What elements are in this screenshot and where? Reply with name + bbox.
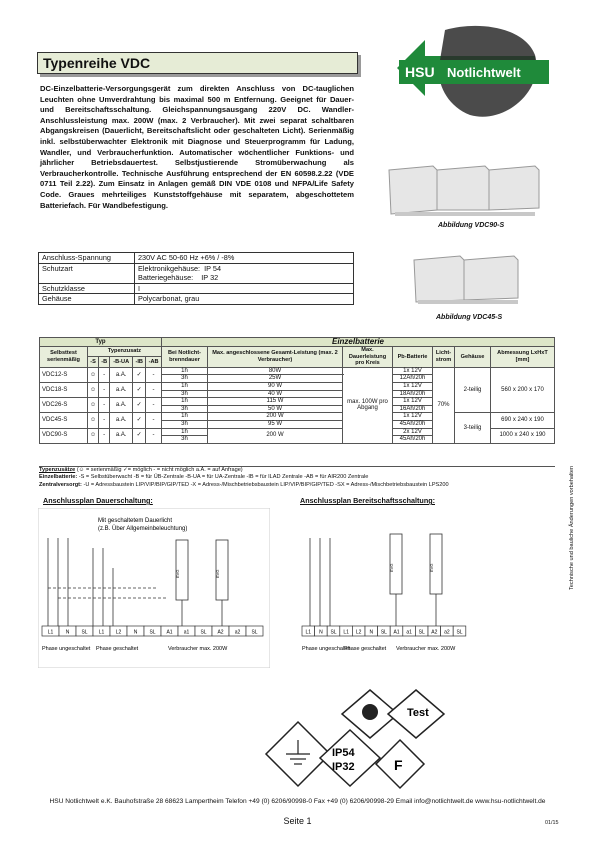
cell-licht: 70% [433,367,455,443]
spec-key: Schutzklasse [39,283,135,294]
plan2-group1: Phase ungeschaltet [302,646,351,652]
terminal-label: a1 [183,629,190,636]
cell-type: VDC45-S [40,413,88,428]
certification-badges [262,686,462,794]
spec-table [38,252,354,305]
side-note: Technische und bauliche Änderungen vorbehalten [569,465,575,590]
spec-value: Elektronikgehäuse: IP 54 [138,263,222,273]
col-lichtstrom: Licht-strom [433,347,455,368]
spec-value: Polycarbonat, grau [135,294,354,305]
spec-row [39,294,354,305]
test-badge: Test [407,707,429,719]
evg-label: EVG [215,569,220,578]
col-einzel: Einzelbatterie [162,338,555,347]
cell: 1h [162,382,208,390]
col-z-s: -S [88,357,99,367]
terminal-label: SL [418,629,425,636]
cell: 16Ah/20h [393,405,433,413]
col-typ: Typ [40,338,162,347]
cell: ☺ [88,413,99,428]
col-dauerleistung: Max. Dauerleistung pro Kreis [343,347,393,368]
table-legend [39,466,555,489]
cell-dauer: max. 100W pro Abgang [343,367,393,443]
legend-text: -S = Selbstüberwacht -B = für ÜB-Zentrale -B-UA = für UA-Zentrale -IB = für ILAD Zentrale -AB = für AIR200 Zentrale [77,474,369,481]
cell: - [99,382,110,397]
type-table [39,337,555,444]
terminal-label: a2 [444,629,450,636]
plan2-title: Anschlussplan Bereitschaftsschaltung: [300,496,435,505]
cell: 200 W [208,428,343,443]
terminal-label: L1 [98,629,105,636]
cell-type: VDC90-S [40,428,88,443]
legend-label: Typenzusätze [39,467,76,473]
cell: ✓ [133,428,146,443]
legend-text: (☺ = serienmäßig ✓= möglich - = nicht möglich a.A. = auf Anfrage) [75,467,243,473]
plan2-group2: Phase geschaltet [344,646,387,652]
terminal-label: A2 [431,629,438,636]
col-batterie: Pb-Batterie [393,347,433,368]
cell: 1h [162,428,208,436]
col-z-bua: -B-UA [110,357,133,367]
image-caption-vdc45: Abbildung VDC45-S [436,314,503,321]
cell: 1x 12V [393,382,433,390]
spec-key: Gehäuse [39,294,135,305]
spec-value: Batteriegehäuse: IP 32 [138,273,219,282]
spec-value: 230V AC 50-60 Hz +6% / -8% [135,253,354,264]
cell: - [99,398,110,413]
col-abmessung: Abmessung LxHxT [mm] [491,347,555,368]
cell: ✓ [133,398,146,413]
terminal-strip [42,626,263,636]
terminal-label: SL [200,629,207,636]
cell: 3h [162,436,208,444]
evg-label: EVG [429,563,434,572]
cell: - [99,367,110,382]
product-image-vdc90 [385,160,545,218]
terminal-strip [302,626,466,636]
cell: - [146,398,162,413]
cell: 12Ah/20h [393,375,433,383]
spec-value: I [135,283,354,294]
plan2-group3: Verbraucher max. 200W [396,646,456,652]
cell: - [146,382,162,397]
col-typenzusatz: Typenzusatz [88,347,162,357]
col-z-ib: -IB [133,357,146,367]
logo-brand: HSU [405,64,435,80]
cell-abm: 690 x 240 x 190 [491,413,555,428]
cell: 25W [208,375,343,383]
wiring-diagram-dauer [38,508,270,668]
terminal-label: SL [330,629,337,636]
cell: 1x 12V [393,413,433,421]
plan1-note2: (z.B. Über Allgemeinbeleuchtung) [98,526,188,532]
terminal-label: N [133,629,138,636]
col-gehaeuse: Gehäuse [455,347,491,368]
cell: 18Ah/20h [393,390,433,398]
page-number: Seite 1 [283,816,312,826]
spec-key: Anschluss-Spannung [39,253,135,264]
terminal-label: A1 [393,629,400,636]
cell: ☺ [88,428,99,443]
cell: ✓ [133,413,146,428]
terminal-label: a2 [234,629,241,636]
legend-text: -U = Adressbaustein LIP/VIP/BIP/GIP/TED -X = Adress-/Mischbetriebsbaustein LIP/VIP/BIP/GIP/TED -SX = Adress-/Mischbetriebsbaustein LPS200 [81,481,449,488]
terminal-label: SL [456,629,463,636]
cell: 3h [162,375,208,383]
cell: 80W [208,367,343,375]
evg-label: EVG [175,569,180,578]
cell: a.A. [110,367,133,382]
cell: 1h [162,413,208,421]
legend-label: Einzelbatterie: [39,474,78,481]
col-selbsttest: Selbsttest serienmäßig [40,347,88,368]
col-z-ab: -AB [146,357,162,367]
terminal-label: SL [251,629,258,636]
cell: a.A. [110,398,133,413]
spec-row [39,253,354,264]
cell: 3h [162,390,208,398]
logo-name: Notlichtwelt [447,65,521,80]
cell: - [146,428,162,443]
cell: - [146,413,162,428]
evg-label: EVG [389,563,394,572]
cell-type: VDC18-S [40,382,88,397]
intro-text: DC-Einzelbatterie-Versorgungsgerät zum direkten Anschluss von DC-tauglichen Leuchten ohne Umverdrahtung bis maximal 500 m Entfernung. Geeignet für Dauer- und Bereitschaftsschaltung. Gleichspannungsausgang 220V DC. Wandler-Anschlussleistung max. 200W (max. 2 Verbraucher). Mit zwei separat schaltbaren Abgangskreisen (Dauerlicht, Bereitschaftslicht oder geschalteten Licht). Serienmäßig inkl. selbstüberwachter Elektronik mit Diagnose und Steuerprogramm für Ladung, Wandler, und Verbraucherfunktion. Automatischer wöchentlicher Funktions- und jährlicher Betriebsdauertest. Selbstjustierende Stromüberwachung als Verbraucherkontrolle. Technische Ausführung entsprechend der EN 60598.2.22 (VDE 0711 Teil 2.22). Zum Einsatz in Anlagen gemäß DIN VDE 0108 und NFPA/Life Safety Code. Graues mehrteiliges Kunststoffgehäuse mit separatem, abgeschottetem Batteriefach. Für Wandbefestigung. [40,84,354,210]
ip54-badge: IP54 [332,747,355,759]
cell: - [99,413,110,428]
plan1-group2: Phase geschaltet [96,646,139,652]
cell: ☺ [88,398,99,413]
cell: ✓ [133,382,146,397]
cell: 200 W [208,413,343,421]
terminal-label: SL [81,629,88,636]
title-box [37,52,358,74]
spec-key: Schutzart [39,263,135,283]
cell: 50 W [208,405,343,413]
cell: 45Ah/20h [393,420,433,428]
wiring-diagram-bereitschaft [300,508,472,668]
page-title: Typenreihe VDC [43,55,151,71]
cell: 3h [162,405,208,413]
col-gesamt: Max. angeschlossene Gesamt-Leistung (max. 2 Verbraucher) [208,347,343,368]
cell: a.A. [110,413,133,428]
terminal-label: N [319,629,323,636]
terminal-label: L2 [115,629,122,636]
terminal-label: SL [149,629,156,636]
legend-label: Zentralversorgt: [39,481,82,488]
cell: ☺ [88,367,99,382]
col-brenndauer: Bei Notlicht-brenndauer [162,347,208,368]
plan1-note1: Mit geschaltetem Dauerlicht [98,518,173,524]
cell: 45Ah/20h [393,436,433,444]
footer-address: HSU Notlichtwelt e.K. Bauhofstraße 28 68623 Lampertheim Telefon +49 (0) 6206/90998-0 Fax +49 (0) 6206/90998-29 Email info@notlichtwelt.de www.hsu-notlichtwelt.de [49,798,546,805]
cell-type: VDC26-S [40,398,88,413]
cell: 95 W [208,420,343,428]
cell: - [99,428,110,443]
terminal-label: A2 [217,629,224,636]
cell: 115 W [208,398,343,406]
plan1-group3: Verbraucher max. 200W [168,646,228,652]
product-image-vdc45 [410,250,530,306]
ip32-badge: IP32 [332,761,355,773]
cell: 90 W [208,382,343,390]
table-row [40,413,555,421]
cell: 2x 12V [393,428,433,436]
table-row [40,367,555,375]
cell: a.A. [110,428,133,443]
terminal-label: SL [380,629,387,636]
terminal-label: L2 [355,629,362,636]
cell-abm: 560 x 200 x 170 [491,367,555,413]
terminal-label: L1 [47,629,54,636]
cell: 40 W [208,390,343,398]
terminal-label: N [369,629,374,636]
terminal-label: A1 [166,629,173,636]
cell: 1x 12V [393,398,433,406]
plan1-group1: Phase ungeschaltet [42,646,91,652]
cell-abm: 1000 x 240 x 190 [491,428,555,443]
cell: ☺ [88,382,99,397]
cell: 1h [162,367,208,375]
doc-code: 01/15 [545,820,559,826]
cell-type: VDC12-S [40,367,88,382]
terminal-label: N [65,629,70,636]
company-logo [385,20,565,130]
spec-row [39,263,354,283]
owl-icon [362,704,378,720]
cell-geh: 2-teilig [455,367,491,413]
cell: 3h [162,420,208,428]
cell: ✓ [133,367,146,382]
terminal-label: L1 [343,629,349,636]
cell: 1x 12V [393,367,433,375]
f-badge: F [394,757,403,773]
cell: 1h [162,398,208,406]
cell-geh: 3-teilig [455,413,491,443]
col-z-b: -B [99,357,110,367]
terminal-label: a1 [406,629,412,636]
terminal-label: L1 [305,629,312,636]
spec-row [39,283,354,294]
cell: a.A. [110,382,133,397]
image-caption-vdc90: Abbildung VDC90-S [438,222,505,229]
cell: - [146,367,162,382]
plan1-title: Anschlussplan Dauerschaltung: [43,496,153,505]
